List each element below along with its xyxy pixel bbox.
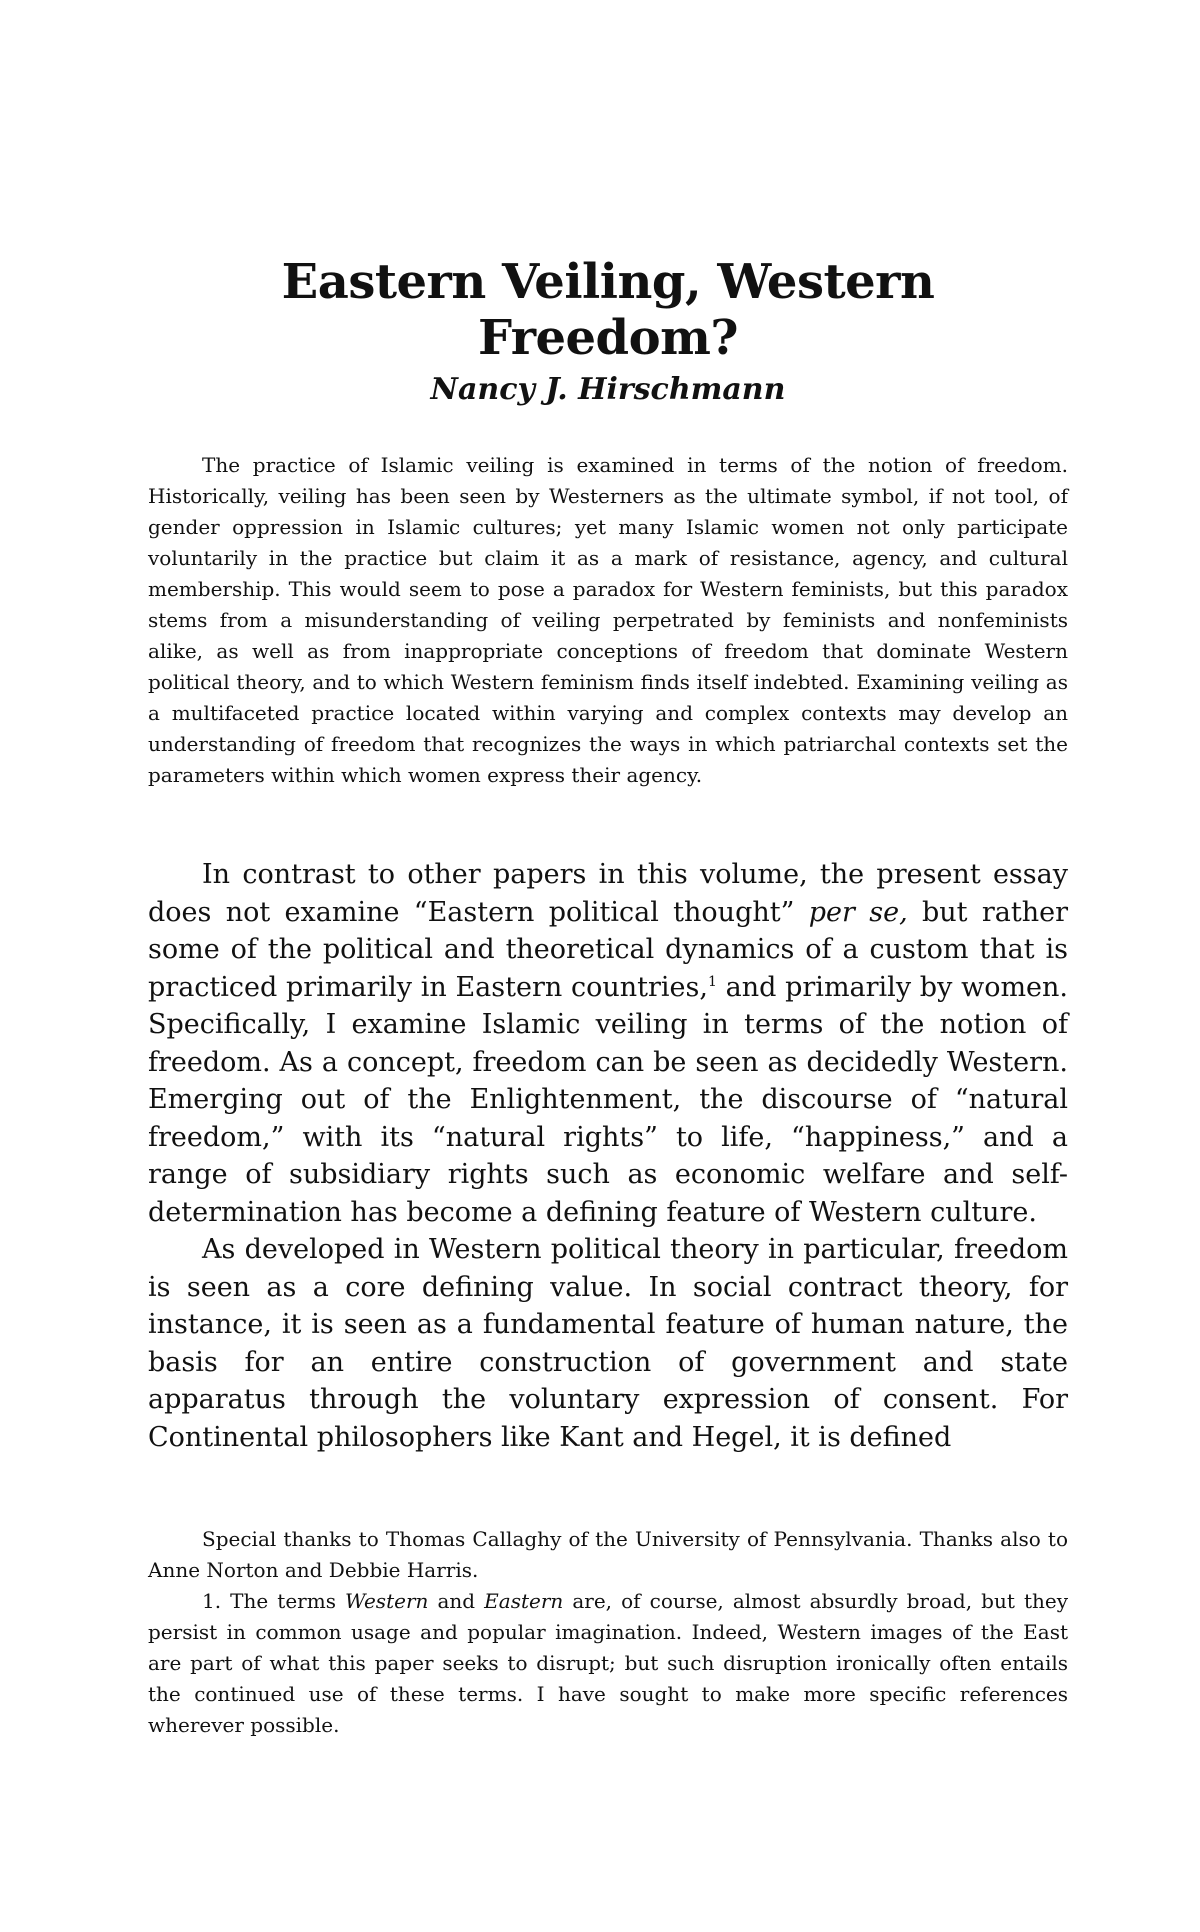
- body-text-span: but rather some of the political and theoretical dynamics of a custom that is practiced primarily in Eastern countries,: [148, 896, 1068, 1003]
- body-text-span: In contrast to other papers in this volume, the present essay does not examine “Eastern political thought”: [148, 859, 1068, 928]
- article-body: [148, 856, 1068, 1456]
- footnote-text-span: are, of course, almost absurdly broad, but they persist in common usage and popular imagination. Indeed, Western images of the East are part of what this paper seeks to disrupt; but such disruption ironically often entails the continued use of these terms. I have sought to make more specific references wherever possible.: [148, 1589, 1068, 1737]
- body-paragraph-1: [148, 856, 1068, 1231]
- body-text-span: and primarily by women. Specifically, I examine Islamic veiling in terms of the notion of freedom. As a concept, freedom can be seen as decidedly Western. Emerging out of the Enlightenment, the discourse of “natural freedom,” with its “natural rights” to life, “happiness,” and a range of subsidiary rights such as economic welfare and self-determination has become a defining feature of Western culture.: [148, 971, 1068, 1228]
- footnote-text-span: 1. The terms: [202, 1589, 346, 1613]
- footnotes: [148, 1524, 1068, 1741]
- body-italic-term: per se,: [808, 896, 908, 928]
- footnote-1: [148, 1586, 1068, 1741]
- body-paragraph-2: As developed in Western political theory in particular, freedom is seen as a core defining value. In social contract theory, for instance, it is seen as a fundamental feature of human nature, the basis for an entire construction of government and state apparatus through the voluntary expression of consent. For Continental philosophers like Kant and Hegel, it is defined: [148, 1234, 1068, 1453]
- footnote-reference-1[interactable]: 1: [707, 973, 717, 990]
- footnote-thanks: Special thanks to Thomas Callaghy of the University of Pennsylvania. Thanks also to Anne Norton and Debbie Harris.: [148, 1527, 1068, 1582]
- article-title: Eastern Veiling, Western Freedom?: [281, 254, 935, 366]
- footnote-italic-term: Western: [345, 1589, 429, 1613]
- footnote-italic-term: Eastern: [484, 1589, 564, 1613]
- article-abstract: The practice of Islamic veiling is examined in terms of the notion of freedom. Historically, veiling has been seen by Westerners as the ultimate symbol, if not tool, of gender oppression in Islamic cultures; yet many Islamic women not only participate voluntarily in the practice but claim it as a mark of resistance, agency, and cultural membership. This would seem to pose a paradox for Western feminists, but this paradox stems from a misunderstanding of veiling perpetrated by feminists and nonfeminists alike, as well as from inappropriate conceptions of freedom that dominate Western political theory, and to which Western feminism finds itself indebted. Examining veiling as a multifaceted practice located within varying and complex contexts may develop an understanding of freedom that recognizes the ways in which patriarchal contexts set the parameters within which women express their agency.: [148, 453, 1068, 787]
- article-author: Nancy J. Hirschmann: [430, 372, 786, 407]
- footnote-text-span: and: [428, 1589, 485, 1613]
- journal-page: [148, 0, 1068, 1932]
